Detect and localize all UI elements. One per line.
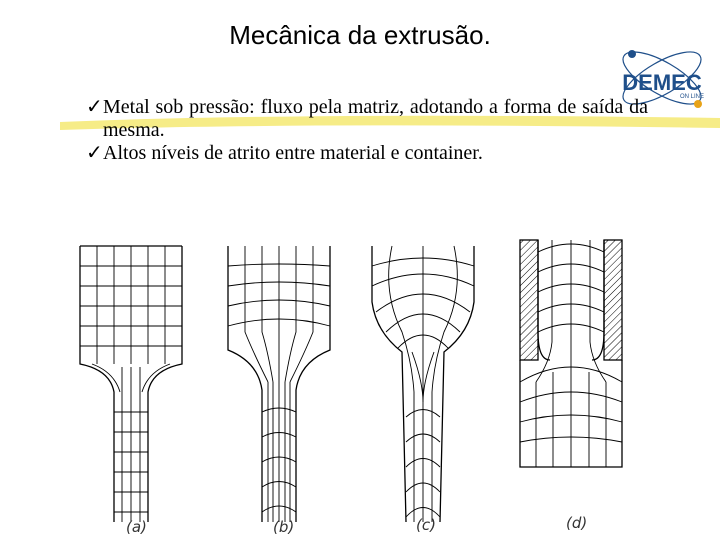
bullet-list <box>88 96 648 165</box>
caption-c: (c) <box>416 516 436 534</box>
extrusion-flow-figure <box>70 232 670 537</box>
page-title: Mecânica da extrusão. <box>229 20 491 50</box>
logo-subtext: ON LINE <box>679 94 705 100</box>
checkmark-icon: ✓ <box>86 96 103 118</box>
diagram-a <box>80 246 182 522</box>
bullet-item <box>88 142 648 165</box>
logo-text: DEMEC <box>622 70 702 95</box>
checkmark-icon: ✓ <box>86 142 103 164</box>
diagram-d <box>520 240 622 467</box>
bullet-text: Metal sob pressão: fluxo pela matriz, adotando a forma de saída da mesma. <box>103 96 648 141</box>
caption-d: (d) <box>566 514 588 532</box>
caption-a: (a) <box>126 518 147 536</box>
bullet-item <box>88 96 648 142</box>
caption-b: (b) <box>273 518 295 536</box>
bullet-text: Altos níveis de atrito entre material e container. <box>103 142 483 164</box>
diagram-c <box>372 246 474 522</box>
diagram-b <box>228 246 330 522</box>
